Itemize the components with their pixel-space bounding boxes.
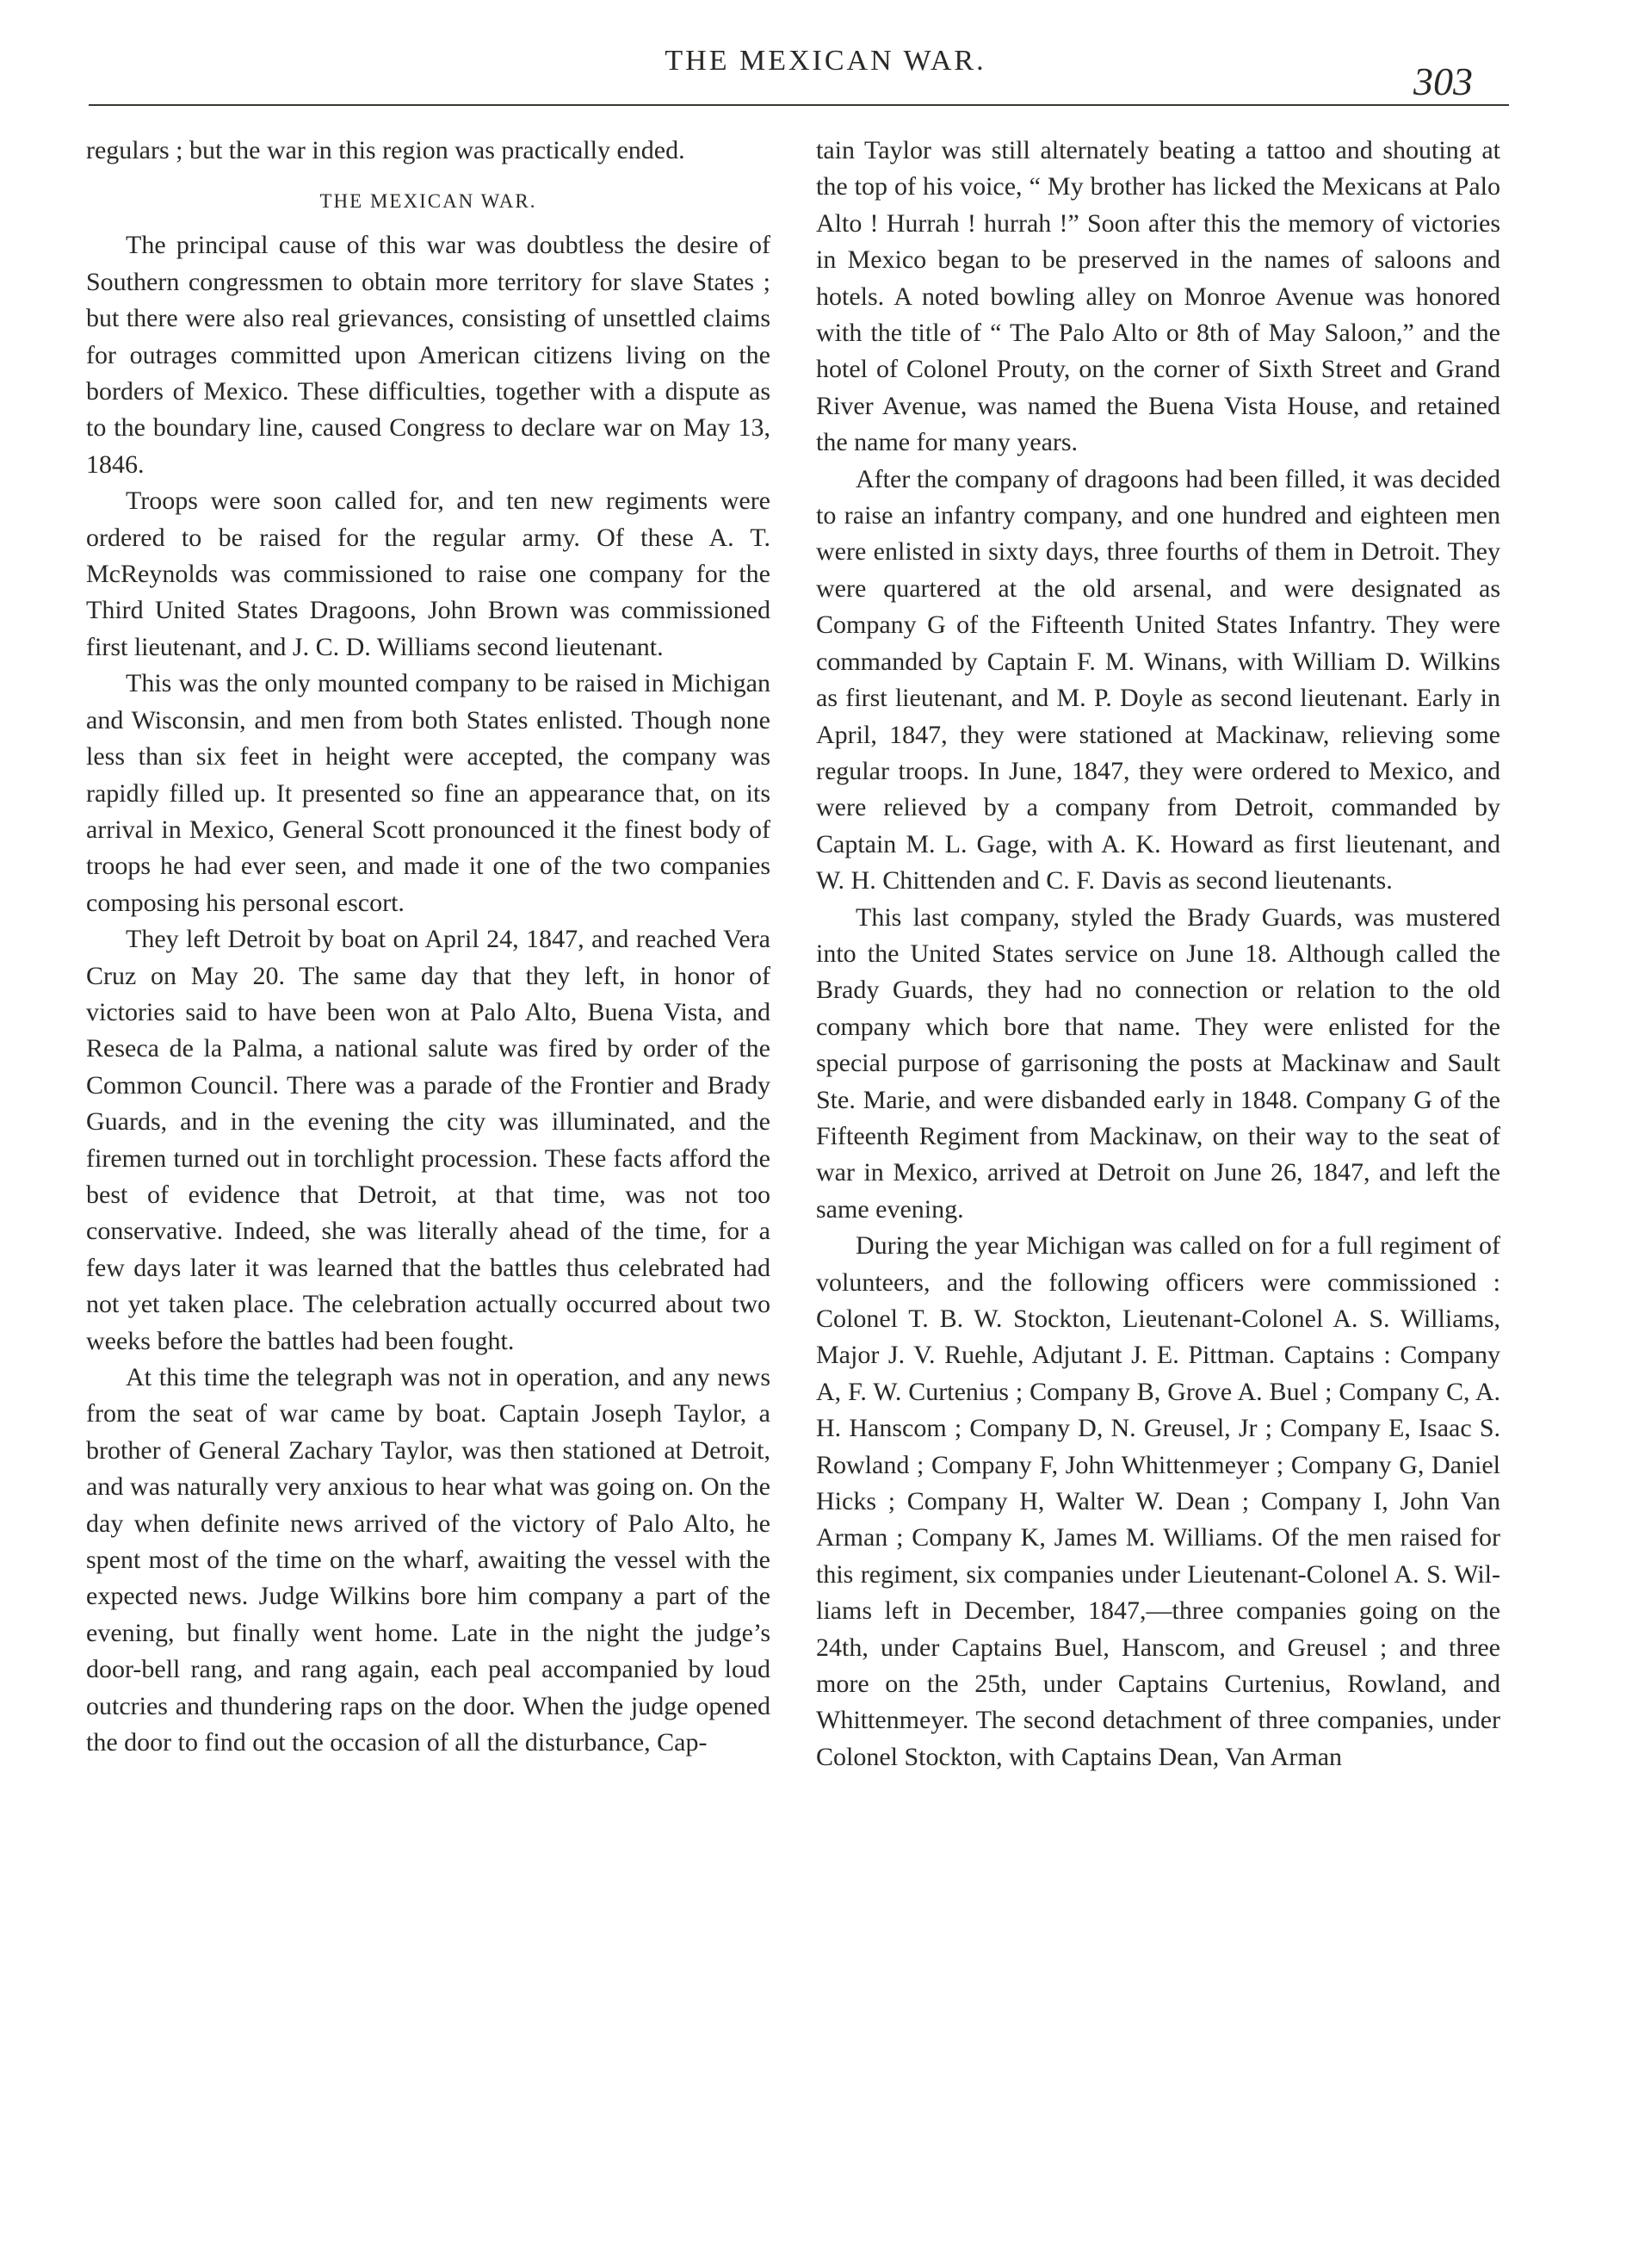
right-column [816, 133, 1500, 2216]
paragraph: This was the only mounted company to be raised in Michigan and Wisconsin, and men from both States enlisted. Though none less than six feet in height were accepted, the company was rapidly filled up. It presented so fine an appearance that, on its arrival in Mexico, General Scott pronounced it the finest body of troops he had ever seen, and made it one of the two companies composing his personal escort. [86, 669, 770, 917]
running-head-title: THE MEXICAN WAR. [665, 45, 986, 77]
section-heading: THE MEXICAN WAR. [319, 190, 537, 213]
paragraph: The principal cause of this war was doubtless the desire of Southern congressmen to obtain more territory for slave States ; but there were also real grievances, consisting of unsettled claims for outrages committed upon American citizens living on the borders of Mexico. These difficulties, together with a dispute as to the boundary line, caused Congress to declare war on May 13, 1846. [86, 231, 770, 479]
paragraph: At this time the telegraph was not in operation, and any news from the seat of war came by boat. Captain Joseph Taylor, a brother of General Zachary Taylor, was then stationed at Detroit, and was naturally very anxious to hear what was going on. On the day when definite news arrived of the victory of Palo Alto, he spent most of the time on the wharf, awaiting the vessel with the expected news. Judge Wilkins bore him company a part of the evening, but finally went home. Late in the night the judge’s door-bell rang, and rang again, each peal accompanied by loud outcries and thundering raps on the door. When the judge opened the door to find out the occasion of all the disturbance, Cap- [86, 1363, 770, 1757]
page-number: 303 [1413, 59, 1473, 103]
paragraph: After the company of dragoons had been filled, it was decided to raise an infantry company, and one hundred and eighteen men were enlisted in sixty days, three fourths of them in Detroit. They were quartered at the old arsenal, and were designated as Company G of the Fifteenth United States Infantry. They were commanded by Captain F. M. Winans, with William D. Wilkins as first lieutenant, and M. P. Doyle as second lieutenant. Early in April, 1847, they were stationed at Mackinaw, relieving some regular troops. In June, 1847, they were ordered to Mexico, and were relieved by a company from Detroit, commanded by Captain M. L. Gage, with A. K. Howard as first lieutenant, and W. H. Chittenden and C. F. Davis as second lieutenants. [816, 464, 1500, 895]
header-rule [89, 104, 1509, 106]
paragraph: This last company, styled the Brady Guards, was mustered into the United States service on June 18. Although called the Brady Guards, they had no connection or relation to the old company which bore that name. They were enlisted for the special purpose of garrisoning the posts at Mackinaw and Sault Ste. Marie, and were disbanded early in 1848. Company G of the Fifteenth Regiment from Mackinaw, on their way to the seat of war in Mexico, arrived at Detroit on June 26, 1847, and left the same evening. [816, 902, 1500, 1224]
left-column [86, 133, 770, 2216]
paragraph: They left Detroit by boat on April 24, 1847, and reached Vera Cruz on May 20. The same day that they left, in honor of victories said to have been won at Palo Alto, Buena Vista, and Reseca de la Palma, a national salute was fired by order of the Common Council. There was a parade of the Frontier and Brady Guards, and in the evening the city was illuminated, and the firemen turned out in torchlight procession. These facts afford the best of evidence that Detroit, at that time, was not too conservative. Indeed, she was literally ahead of the time, for a few days later it was learned that the battles thus celebrated had not yet taken place. The celebration actually occurred about two weeks before the battles had been fought. [86, 925, 770, 1355]
paragraph: tain Taylor was still alternately beating a tattoo and shouting at the top of his voice, “ My brother has licked the Mexicans at Palo Alto ! Hurrah ! hurrah !” Soon after this the memory of victories in Mexico began to be preserved in the names of saloons and hotels. A noted bowling alley on Monroe Avenue was honored with the title of “ The Palo Alto or 8th of May Saloon,” and the hotel of Colonel Prouty, on the corner of Sixth Street and Grand River Avenue, was named the Buena Vista House, and retained the name for many years. [816, 136, 1500, 457]
paragraph: Troops were soon called for, and ten new regiments were ordered to be raised for the regular army. Of these A. T. McReynolds was commissioned to raise one company for the Third United States Dragoons, John Brown was commissioned first lieutenant, and J. C. D. Williams second lieutenant. [86, 486, 770, 661]
paragraph: During the year Michigan was called on for a full regiment of volunteers, and the following officers were commissioned : Colonel T. B. W. Stockton, Lieutenant-Colonel A. S. Williams, Major J. V. Ruehle, Adjutant J. E. Pittman. Captains : Company A, F. W. Curtenius ; Company B, Grove A. Buel ; Company C, A. H. Hanscom ; Company D, N. Greusel, Jr ; Company E, Isaac S. Rowland ; Company F, John Whittenmeyer ; Company G, Daniel Hicks ; Company H, Walter W. Dean ; Company I, John Van Arman ; Company K, James M. Williams. Of the men raised for this regiment, six companies under Lieutenant-Colonel A. S. Williams left in December, 1847,—three companies going on the 24th, under Captains Buel, Hanscom, and Greusel ; and three more on the 25th, under Captains Curtenius, Rowland, and Whittenmeyer. The second detachment of three companies, under Colonel Stockton, with Captains Dean, Van Arman [816, 1231, 1500, 1771]
paragraph: regulars ; but the war in this region was practically ended. [86, 136, 685, 164]
